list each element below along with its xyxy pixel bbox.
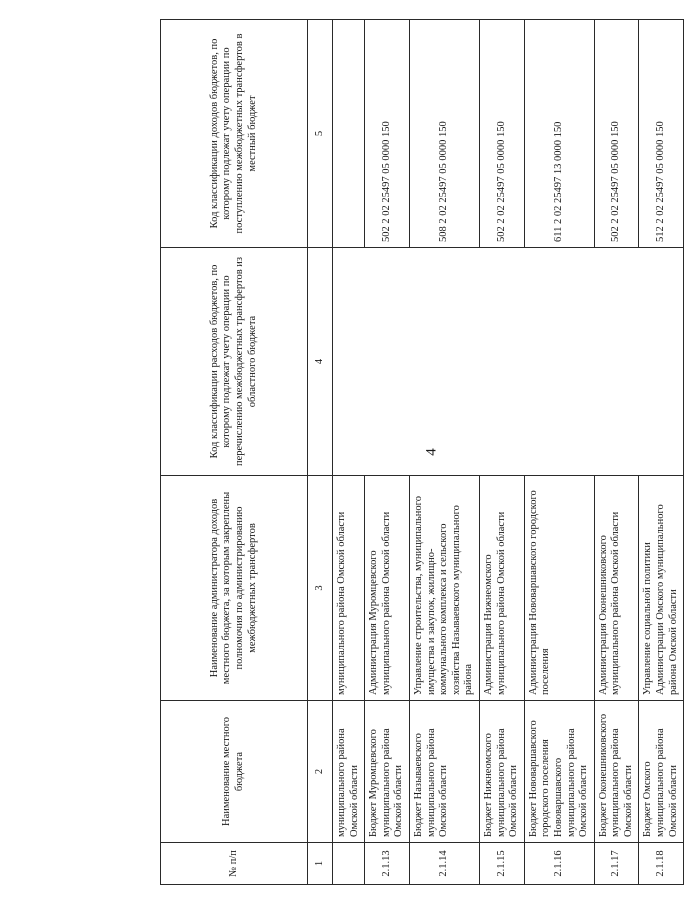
budget-name: Бюджет Омского муниципального района Омской области <box>639 701 684 843</box>
row-num <box>333 843 365 885</box>
income-code: 502 2 02 25497 05 0000 150 <box>479 20 524 248</box>
transfers-table-wrapper <box>160 20 679 885</box>
budget-name: муниципального района Омской области <box>333 701 365 843</box>
income-code: 512 2 02 25497 05 0000 150 <box>639 20 684 248</box>
income-code: 502 2 02 25497 05 0000 150 <box>365 20 410 248</box>
column-number-row <box>308 20 333 885</box>
row-num: 2.1.16 <box>524 843 594 885</box>
column-number: 5 <box>308 20 333 248</box>
table-row <box>333 20 365 885</box>
budget-name: Бюджет Оконешниковского муниципального района Омской области <box>594 701 639 843</box>
row-num: 2.1.18 <box>639 843 684 885</box>
header-code-exp: Код классификации расходов бюджетов, по которому подлежат учету операции по перечислению межбюджетных трансфертов из областного бюджета <box>161 248 308 476</box>
income-code: 611 2 02 25497 13 0000 150 <box>524 20 594 248</box>
column-number: 4 <box>308 248 333 476</box>
row-num: 2.1.13 <box>365 843 410 885</box>
admin-name: муниципального района Омской области <box>333 476 365 701</box>
budget-name: Бюджет Называевского муниципального района Омской области <box>409 701 479 843</box>
admin-name: Администрация Нижнеомского муниципального района Омской области <box>479 476 524 701</box>
page-number: 4 <box>423 448 440 456</box>
row-num: 2.1.17 <box>594 843 639 885</box>
admin-name: Администрация Муромцевского муниципального района Омской области <box>365 476 410 701</box>
row-num: 2.1.15 <box>479 843 524 885</box>
header-budget: Наименование местного бюджета <box>161 701 308 843</box>
income-code <box>333 20 365 248</box>
income-code: 502 2 02 25497 05 0000 150 <box>594 20 639 248</box>
admin-name: Управление социальной политики Администрации Омского муниципального района Омской области <box>639 476 684 701</box>
budget-name: Бюджет Нижнеомского муниципального района Омской области <box>479 701 524 843</box>
expense-code <box>333 248 684 476</box>
admin-name: Управление строительства, муниципального имущества и закупок, жилищно-коммунального комплекса и сельского хозяйства Называевского муниципального района <box>409 476 479 701</box>
budget-name: Бюджет Муромцевского муниципального района Омской области <box>365 701 410 843</box>
header-row <box>161 20 308 885</box>
column-number: 1 <box>308 843 333 885</box>
column-number: 3 <box>308 476 333 701</box>
column-number: 2 <box>308 701 333 843</box>
transfers-table <box>160 19 684 885</box>
row-num: 2.1.14 <box>409 843 479 885</box>
header-code-inc: Код классификации доходов бюджетов, по которому подлежат учету операции по поступлению межбюджетных трансфертов в местный бюджет <box>161 20 308 248</box>
header-num: № п/п <box>161 843 308 885</box>
budget-name: Бюджет Нововаршавского городского поселения Нововаршавского муниципального района Омской области <box>524 701 594 843</box>
admin-name: Администрация Оконешниковского муниципального района Омской области <box>594 476 639 701</box>
header-admin: Наименование администратора доходов местного бюджета, за которым закреплены полномочия по администрированию межбюджетных трансфертов <box>161 476 308 701</box>
income-code: 508 2 02 25497 05 0000 150 <box>409 20 479 248</box>
admin-name: Администрация Нововаршавского городского поселения <box>524 476 594 701</box>
